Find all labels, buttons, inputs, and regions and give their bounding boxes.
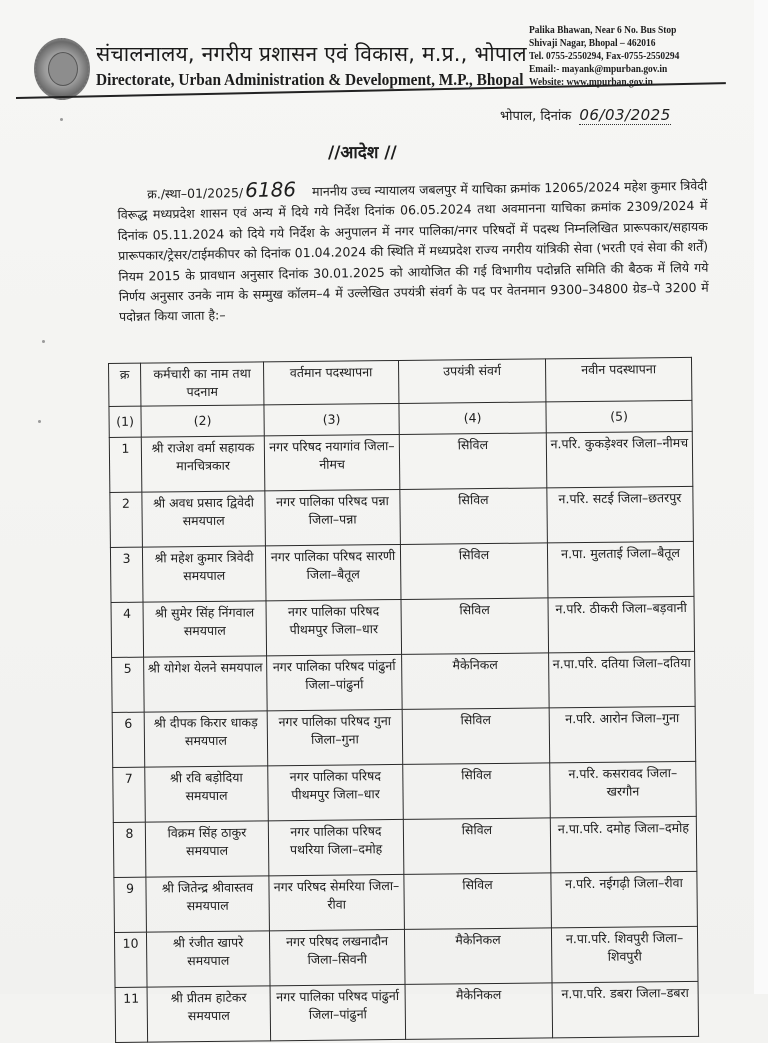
scan-speck	[38, 420, 41, 423]
cell-cadre: सिविल	[401, 598, 549, 655]
scan-speck	[60, 118, 63, 121]
cell-employee-name: श्री राजेश वर्मा सहायक मानचित्रकार	[141, 436, 265, 492]
cell-cadre: सिविल	[404, 873, 552, 930]
cell-cadre: सिविल	[400, 488, 548, 545]
phone-fax-line: Tel. 0755-2550294, Fax-0755-2550294	[529, 51, 680, 62]
cell-serial: 4	[111, 602, 144, 657]
cell-employee-name: श्री प्रीतम हाटेकर समयपाल	[147, 986, 271, 1042]
office-name-english: Directorate, Urban Administration & Development, M.P., Bhopal	[96, 70, 524, 89]
cell-current-posting: नगर परिषद नयागांव जिला–नीमच	[264, 434, 400, 490]
cell-new-posting: न.परि. नईगढ़ी जिला–रीवा	[551, 871, 698, 928]
office-address-block	[529, 24, 679, 89]
column-number: (4)	[399, 402, 546, 435]
order-paragraph	[117, 173, 709, 328]
cell-serial: 1	[109, 437, 142, 492]
table-row	[110, 486, 694, 547]
cell-serial: 2	[110, 492, 143, 547]
cell-current-posting: नगर पालिका परिषद पन्ना जिला–पन्ना	[265, 489, 401, 545]
table-row	[112, 706, 696, 767]
cell-current-posting: नगर पालिका परिषद पथरिया जिला–दमोह	[268, 819, 404, 875]
column-number: (1)	[109, 406, 141, 437]
table-row	[110, 541, 694, 602]
cell-current-posting: नगर पालिका परिषद गुना जिला–गुना	[267, 709, 403, 765]
cell-serial: 6	[112, 712, 145, 767]
handwritten-date: 06/03/2025	[579, 106, 671, 124]
cell-cadre: सिविल	[399, 433, 547, 490]
cell-serial: 5	[112, 657, 145, 712]
table-row	[113, 816, 697, 877]
table-row	[114, 926, 698, 987]
column-number: (2)	[141, 405, 264, 437]
table-row	[109, 431, 693, 492]
date-label: भोपाल, दिनांक	[500, 109, 572, 124]
header-cadre: उपयंत्री संवर्ग	[398, 359, 545, 404]
header-new-posting: नवीन पदस्थापना	[545, 357, 691, 402]
cell-employee-name: श्री दीपक किरार धाकड़ समयपाल	[144, 711, 268, 767]
cell-new-posting: न.परि. कसरावद जिला–खरगौन	[550, 761, 697, 818]
table-header-row	[109, 357, 692, 406]
cell-cadre: सिविल	[402, 708, 550, 765]
cell-current-posting: नगर परिषद सेमरिया जिला–रीवा	[269, 874, 405, 930]
emblem-center	[48, 52, 78, 86]
office-name-hindi: संचालनालय, नगरीय प्रशासन एवं विकास, म.प्र., भोपाल	[96, 42, 527, 66]
cell-serial: 3	[110, 547, 143, 602]
cell-serial: 8	[113, 822, 146, 877]
cell-serial: 10	[114, 932, 147, 987]
cell-serial: 7	[113, 767, 146, 822]
page-edge	[754, 0, 768, 994]
cell-serial: 11	[115, 987, 148, 1042]
handwritten-order-number: 6186	[244, 177, 297, 202]
column-number: (5)	[546, 400, 692, 433]
table-row	[111, 596, 695, 657]
address-line: Palika Bhawan, Near 6 No. Bus Stop	[529, 25, 677, 36]
cell-employee-name: श्री जितेन्द्र श्रीवास्तव समयपाल	[146, 876, 270, 932]
cell-new-posting: न.पा.परि. शिवपुरी जिला–शिवपुरी	[551, 926, 698, 983]
cell-employee-name: श्री रंजीत खापरे समयपाल	[146, 931, 270, 987]
date-line	[500, 106, 671, 124]
email-line: Email:- mayank@mpurban.gov.in	[529, 64, 668, 75]
cell-current-posting: नगर पालिका परिषद सारणी जिला–बैतूल	[265, 544, 401, 600]
scan-speck	[42, 340, 45, 343]
cell-new-posting: न.परि. कुकड़ेश्वर जिला–नीमच	[546, 431, 693, 488]
header-serial: क्र	[109, 363, 141, 406]
cell-new-posting: न.पा. मुलताई जिला–बैतूल	[547, 541, 694, 598]
order-title: //आदेश //	[328, 143, 397, 163]
table-row	[113, 761, 697, 822]
table-row	[115, 981, 699, 1042]
promotion-table	[108, 357, 698, 1043]
order-reference-prefix: क्र./स्था–01/2025/	[147, 185, 244, 202]
cell-cadre: सिविल	[403, 763, 551, 820]
cell-new-posting: न.परि. ठीकरी जिला–बड़वानी	[548, 596, 695, 653]
order-body-text: माननीय उच्च न्यायालय जबलपुर में याचिका क्रमांक 12065/2024 महेश कुमार त्रिवेदी विरूद्ध मध्यप्रदेश शासन एवं अन्य में दिये गये निर्देश दिनांक 06.05.2024 तथा अवमानना याचिका क्रमांक 2309/2024 में दिनांक 05.11.2024 को दिये गये निर्देश के अनुपालन में नगर पालिका/नगर परिषदों में पदस्थ निम्नलिखित प्रारूपकार/सहायक प्रारूपकार/ट्रेसर/टाईमकीपर को दिनांक 01.04.2024 की स्थिति में मध्यप्रदेश राज्य नगरीय यांत्रिकी सेवा (भरती एवं सेवा की शर्तें) नियम 2015 के प्रावधान अनुसार दिनांक 30.01.2025 को आयोजित की गई विभागीय पदोन्नति समिति की बैठक में लिये गये निर्णय अनुसार उनके नाम के सम्मुख कॉलम–4 में उल्लेखित उपयंत्री संवर्ग के पद पर वेतनमान 9300–34800 ग्रेड–पे 3200 में पदोन्नत किया जाता है:–	[117, 177, 709, 325]
cell-cadre: मैकेनिकल	[405, 983, 553, 1040]
cell-current-posting: नगर पालिका परिषद पांढुर्ना जिला–पांढुर्ना	[270, 984, 406, 1040]
address-line: Shivaji Nagar, Bhopal – 462016	[529, 38, 656, 49]
cell-current-posting: नगर पालिका परिषद पांढुर्ना जिला–पांढुर्ना	[267, 654, 403, 710]
cell-employee-name: विक्रम सिंह ठाकुर समयपाल	[145, 821, 269, 877]
cell-current-posting: नगर परिषद लखनादौन जिला–सिवनी	[269, 929, 405, 985]
cell-new-posting: न.पा.परि. दतिया जिला–दतिया	[549, 651, 696, 708]
cell-new-posting: न.पा.परि. डबरा जिला–डबरा	[552, 981, 699, 1038]
cell-employee-name: श्री सुमेर सिंह निंगवाल समयपाल	[143, 601, 267, 657]
government-emblem-icon	[34, 38, 90, 100]
cell-current-posting: नगर पालिका परिषद पीथमपुर जिला–धार	[268, 764, 404, 820]
cell-new-posting: न.परि. आरोन जिला–गुना	[549, 706, 696, 763]
cell-employee-name: श्री रवि बड़ोदिया समयपाल	[145, 766, 269, 822]
table-row	[114, 871, 698, 932]
cell-cadre: सिविल	[403, 818, 551, 875]
cell-employee-name: श्री महेश कुमार त्रिवेदी समयपाल	[142, 546, 266, 602]
cell-employee-name: श्री अवध प्रसाद द्विवेदी समयपाल	[142, 491, 266, 547]
table-row	[112, 651, 696, 712]
cell-cadre: मैकेनिकल	[404, 928, 552, 985]
cell-new-posting: न.परि. सटई जिला–छतरपुर	[547, 486, 694, 543]
cell-new-posting: न.पा.परि. दमोह जिला–दमोह	[550, 816, 697, 873]
cell-cadre: सिविल	[400, 543, 548, 600]
cell-serial: 9	[114, 877, 147, 932]
website-line: Website: www.mpurban.gov.in	[529, 77, 653, 88]
header-current-posting: वर्तमान पदस्थापना	[263, 360, 398, 404]
header-employee-name: कर्मचारी का नाम तथा पदनाम	[141, 362, 264, 406]
cell-current-posting: नगर पालिका परिषद पीथमपुर जिला–धार	[266, 599, 402, 655]
cell-employee-name: श्री योगेश येलने समयपाल	[144, 656, 268, 712]
column-number: (3)	[264, 403, 399, 435]
cell-cadre: मैकेनिकल	[402, 653, 550, 710]
